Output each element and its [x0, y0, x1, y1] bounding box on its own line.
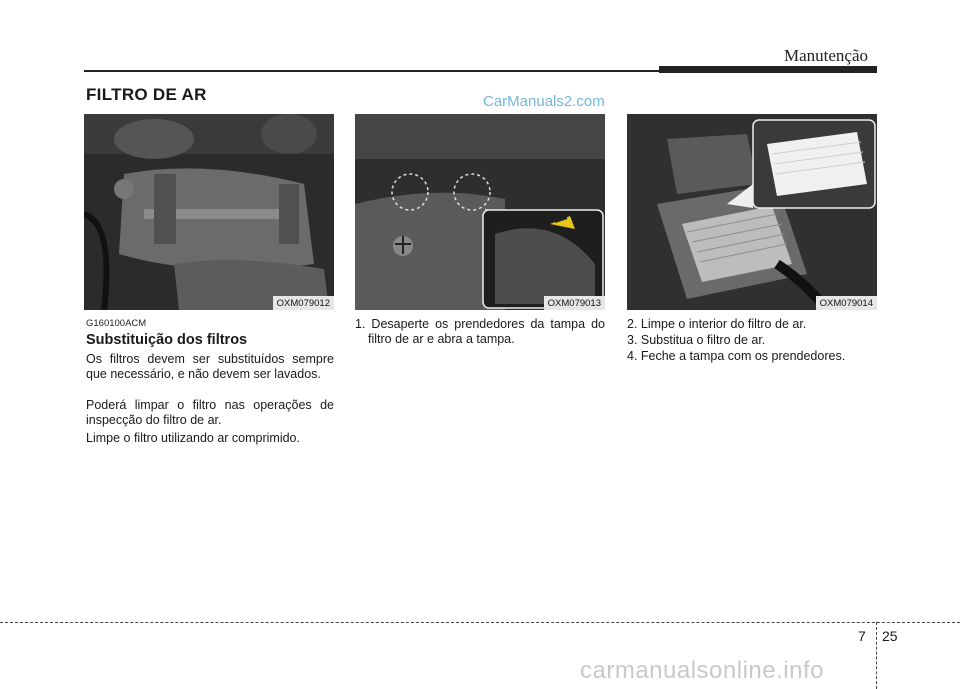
- figure-clips-photo: [355, 114, 605, 310]
- subheading: Substituição dos filtros: [86, 332, 248, 348]
- step-item: 4. Feche a tampa com os prendedores.: [627, 349, 846, 363]
- engine-air-filter-housing-photo-icon: [84, 114, 334, 310]
- figure-code: OXM079014: [816, 296, 877, 310]
- footer-watermark[interactable]: carmanualsonline.info: [580, 657, 824, 684]
- page-number: 25: [882, 628, 898, 644]
- section-label: Manutenção: [784, 46, 869, 65]
- reference-code: G160100ACM: [86, 318, 147, 329]
- step-item: 3. Substitua o filtro de ar.: [627, 333, 766, 347]
- air-filter-element-photo-icon: [627, 114, 877, 310]
- footer-divider: [0, 622, 960, 623]
- air-filter-clips-photo-icon: [355, 114, 605, 310]
- figure-engine-photo: [84, 114, 334, 310]
- figure-code: OXM079012: [273, 296, 334, 310]
- header-rule: [84, 70, 659, 72]
- chapter-number: 7: [858, 628, 866, 644]
- paragraph: Limpe o filtro utilizando ar comprimido.: [86, 431, 300, 445]
- figure-code: OXM079013: [544, 296, 605, 310]
- header-rule-accent: [659, 66, 877, 73]
- paragraph: Os filtros devem ser substituídos sempre que necessário, e não devem ser lavados.: [86, 352, 334, 381]
- page-title: FILTRO DE AR: [86, 85, 207, 104]
- step-item: 1. Desaperte os prendedores da tampa do filtro de ar e abra a tampa.: [355, 317, 605, 346]
- step-item: 2. Limpe o interior do filtro de ar.: [627, 317, 807, 331]
- footer-vertical-divider: [876, 622, 877, 689]
- watermark-link[interactable]: CarManuals2.com: [483, 93, 605, 110]
- paragraph: Poderá limpar o filtro nas operações de inspecção do filtro de ar.: [86, 398, 334, 427]
- figure-filter-photo: [627, 114, 877, 310]
